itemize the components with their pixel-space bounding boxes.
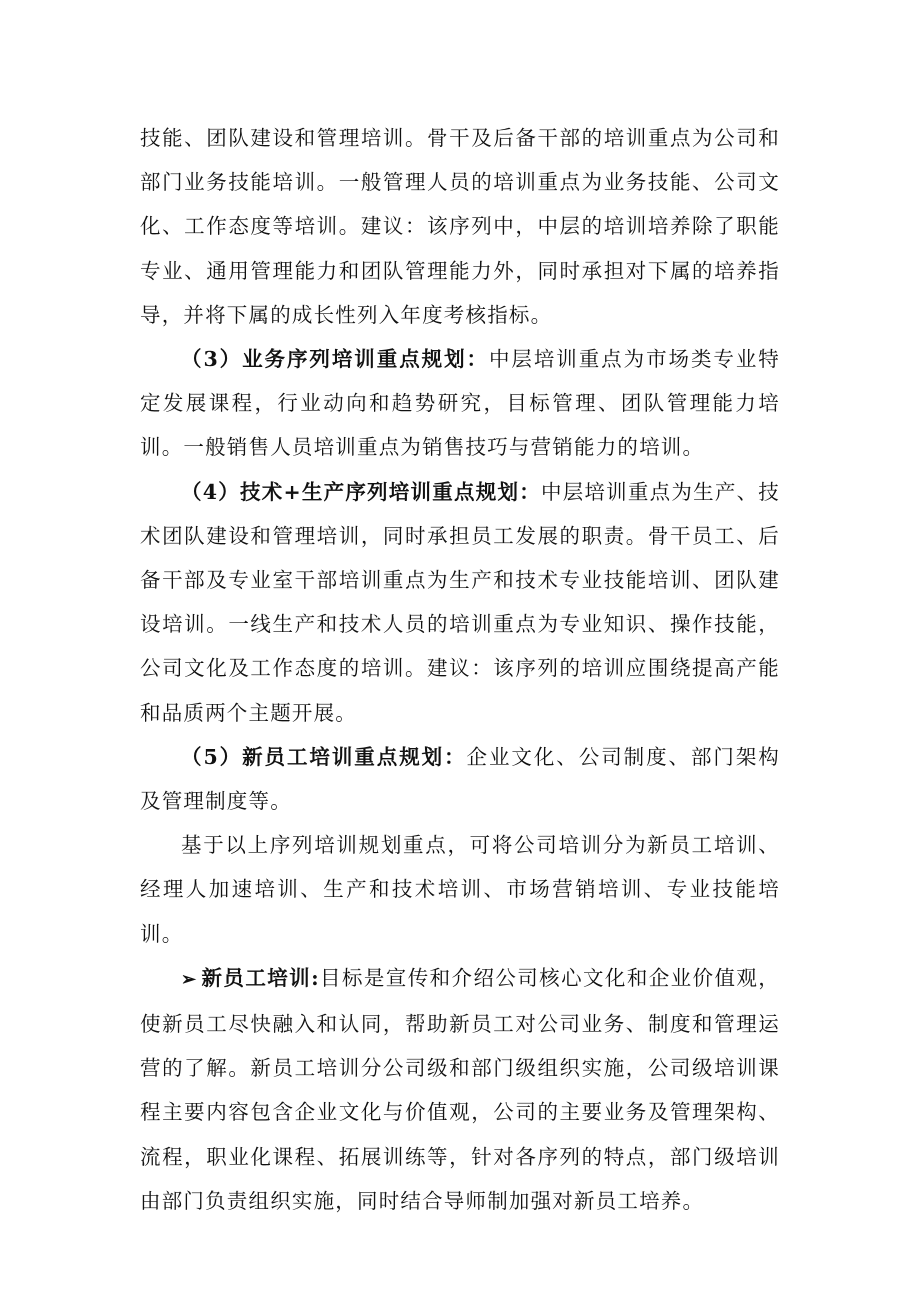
paragraph-text: 目标是宣传和介绍公司核心文化和企业价值观，使新员工尽快融入和认同，帮助新员工对公司业务、制度和管理运营的了解。新员工培训分公司级和部门级组织实施，公司级培训课程主要内容包含企业文化与价值观，公司的主要业务及管理架构、流程，职业化课程、拓展训练等，针对各序列的特点，部门级培训由部门负责组织实施，同时结合导师制加强对新员工培养。 <box>140 965 780 1213</box>
document-page <box>140 116 780 1223</box>
paragraph-text: 基于以上序列培训规划重点，可将公司培训分为新员工培训、经理人加速培训、生产和技术培训、市场营销培训、专业技能培训。 <box>140 833 780 946</box>
paragraph-heading: （5）新员工培训重点规划： <box>181 744 467 769</box>
paragraph-heading: （4）技术+生产序列培训重点规划： <box>181 479 541 504</box>
paragraph-training-categories <box>140 823 780 956</box>
paragraph-text: 中层培训重点为生产、技术团队建设和管理培训，同时承担员工发展的职责。骨干员工、后备干部及专业室干部培训重点为生产和技术专业技能培训、团队建设培训。一线生产和技术人员的培训重点为专业知识、操作技能，公司文化及工作态度的培训。建议：该序列的培训应围绕提高产能和品质两个主题开展。 <box>140 479 781 725</box>
paragraph-heading: 新员工培训: <box>201 965 320 990</box>
paragraph-business-sequence <box>140 337 780 470</box>
arrow-bullet-icon: ➢ <box>181 968 198 990</box>
paragraph-text: 技能、团队建设和管理培训。骨干及后备干部的培训重点为公司和部门业务技能培训。一般管理人员的培训重点为业务技能、公司文化、工作态度等培训。建议：该序列中，中层的培训培养除了职能专业、通用管理能力和团队管理能力外，同时承担对下属的培养指导，并将下属的成长性列入年度考核指标。 <box>140 126 780 327</box>
paragraph-heading: （3）业务序列培训重点规划： <box>181 347 489 372</box>
paragraph-text: 中层培训重点为市场类专业特定发展课程，行业动向和趋势研究，目标管理、团队管理能力培训。一般销售人员培训重点为销售技巧与营销能力的培训。 <box>140 347 780 460</box>
paragraph-text: 企业文化、公司制度、部门架构及管理制度等。 <box>140 744 780 814</box>
paragraph-tech-production-sequence <box>140 470 780 735</box>
paragraph-new-employee-plan <box>140 735 780 823</box>
paragraph-new-employee-training <box>140 956 780 1223</box>
paragraph-management-continued <box>140 116 780 337</box>
